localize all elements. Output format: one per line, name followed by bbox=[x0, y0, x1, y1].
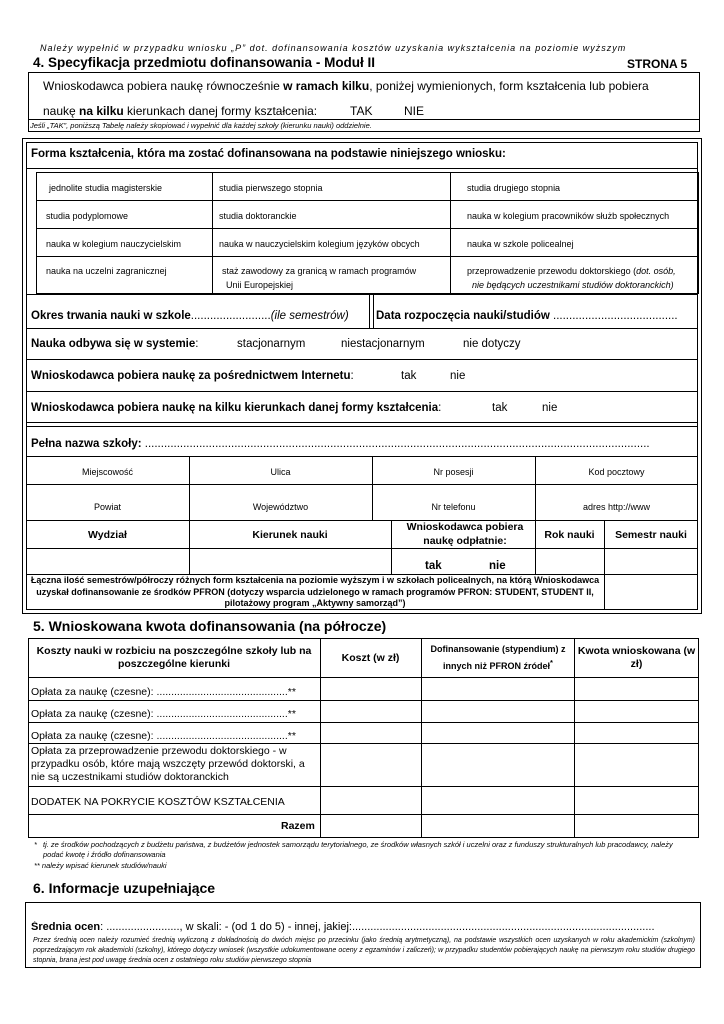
form-option[interactable]: studia doktoranckie bbox=[219, 211, 297, 221]
internet-label-text: Wnioskodawca pobiera naukę za pośrednictwem Internetu bbox=[31, 370, 351, 382]
divider bbox=[373, 294, 374, 328]
costs-col-koszt: Koszt (w zł) bbox=[341, 652, 400, 664]
form-option-line2: Unii Europejskiej bbox=[226, 280, 294, 290]
addr-label-powiat: Powiat bbox=[93, 502, 121, 512]
kierunki-label bbox=[31, 402, 441, 414]
divider bbox=[26, 484, 698, 485]
costs-row-doktorat[interactable]: Opłata za przeprowadzenie przewodu doktorskiego - w przypadku osób, które mają wszczęty przewód doktorski, a nie są uczestnikami studiów doktoranckich bbox=[31, 745, 305, 783]
divider bbox=[450, 172, 451, 294]
internet-label bbox=[31, 370, 354, 382]
form-option-line1[interactable] bbox=[467, 266, 676, 276]
form-option[interactable]: nauka w szkole policealnej bbox=[467, 239, 574, 249]
odplatnie-nie-option[interactable]: nie bbox=[489, 560, 506, 572]
form-option[interactable]: studia drugiego stopnia bbox=[467, 183, 561, 193]
addr-label-telefon: Nr telefonu bbox=[431, 502, 476, 512]
divider bbox=[574, 638, 575, 838]
divider bbox=[28, 743, 699, 744]
top-note: Należy wypełnić w przypadku wniosku „P” dot. dofinansowania kosztów uzyskania wykształcenia na poziomie wyższym bbox=[40, 43, 627, 53]
srednia-note: Przez średnią ocen należy rozumieć średnią wyliczoną z dokładnością do dwóch miejsc po przecinku (jako średnią arytmetyczną), na podstawie wszystkich ocen uzyskanych w roku akademickim (szkolnym) poprzedzającym rok akademicki (szkolny), którego dotyczy wniosek (wszystkie udokumentowane oceny z egzaminów i zaliczeń); w przypadku studentów pobierających naukę na pierwszym roku studiów drugiego stopnia, brana jest pod uwagę średnia ocen z ostatniego roku studiów pierwszego stopnia bbox=[33, 937, 695, 964]
intro-bold: w ramach kilku bbox=[283, 79, 370, 93]
divider bbox=[36, 228, 699, 229]
form-option[interactable]: jednolite studia magisterskie bbox=[49, 183, 163, 193]
intro-text: kierunkach danej formy kształcenia: bbox=[123, 104, 318, 118]
colon: : bbox=[195, 338, 199, 350]
divider bbox=[26, 168, 698, 169]
odplatnie-tak-option[interactable]: tak bbox=[425, 560, 442, 572]
costs-col-kwota: Kwota wnioskowana (w zł) bbox=[577, 645, 696, 670]
divider bbox=[26, 294, 698, 295]
costs-col-koszty: Koszty nauki w rozbiciu na poszczególne szkoły lub na poszczególne kierunki bbox=[36, 645, 312, 670]
system-option-stacjonarnym[interactable]: stacjonarnym bbox=[237, 338, 306, 350]
addr-label-www: adres http://www bbox=[582, 502, 651, 512]
form-option[interactable]: nauka w kolegium pracowników służb społecznych bbox=[467, 211, 670, 221]
divider bbox=[26, 548, 698, 549]
form-option[interactable]: studia podyplomowe bbox=[46, 211, 129, 221]
addr-label-ulica: Ulica bbox=[270, 467, 291, 477]
intro-tak-option[interactable]: TAK bbox=[350, 104, 373, 118]
col-kierunek: Kierunek nauki bbox=[252, 529, 328, 541]
costs-row-czesne[interactable]: Opłata za naukę (czesne): .............................................** bbox=[31, 708, 296, 720]
okres-field[interactable] bbox=[31, 310, 349, 322]
addr-label-wojewodztwo: Województwo bbox=[252, 502, 309, 512]
section4-title: 4. Specyfikacja przedmiotu dofinansowania - Moduł II bbox=[33, 55, 376, 70]
footnote-star: * bbox=[550, 658, 553, 667]
addr-label-kod: Kod pocztowy bbox=[588, 467, 645, 477]
intro-text: Wnioskodawca pobiera naukę równocześnie bbox=[43, 79, 284, 93]
divider bbox=[28, 814, 699, 815]
form-option[interactable]: nauka na uczelni zagranicznej bbox=[46, 266, 167, 276]
divider bbox=[28, 700, 699, 701]
form-option-line2: nie będących uczestnikami studiów doktoranckich) bbox=[472, 280, 674, 290]
intro-note: Jeśli „TAK”, poniższą Tabelę należy skopiować i wypełnić dla każdej szkoły (kierunku nauki) oddzielnie. bbox=[30, 121, 372, 130]
col-semestr: Semestr nauki bbox=[615, 529, 687, 541]
okres-unit: (ile semestrów) bbox=[270, 310, 349, 322]
kierunki-nie-option[interactable]: nie bbox=[542, 402, 558, 414]
form-header: Forma kształcenia, która ma zostać dofinansowana na podstawie niniejszego wniosku: bbox=[31, 148, 506, 160]
footnote-1-star: * bbox=[34, 840, 37, 849]
internet-tak-option[interactable]: tak bbox=[401, 370, 417, 382]
footnote-2: ** należy wpisać kierunek studiów/nauki bbox=[34, 861, 167, 870]
divider bbox=[26, 359, 698, 360]
form-option[interactable]: nauka w nauczycielskim kolegium języków obcych bbox=[219, 239, 420, 249]
school-name-field[interactable] bbox=[31, 438, 697, 450]
intro-line2 bbox=[43, 104, 317, 118]
laczna-ilosc-label: Łączna ilość semestrów/półroczy różnych form kształcenia na poziomie wyższym i w szkołach policealnych, na którą Wnioskodawca uzyskał dofinansowanie ze środków PFRON (dotyczy wsparcia udzielonego w ramach programów PFRON: STUDENT, STUDENT II, pilotażowy program „Aktywny samorząd”) bbox=[30, 575, 600, 608]
page-label: STRONA 5 bbox=[627, 57, 688, 71]
section5-title: 5. Wnioskowana kwota dofinansowania (na półrocze) bbox=[33, 618, 387, 634]
costs-row-czesne[interactable]: Opłata za naukę (czesne): .............................................** bbox=[31, 686, 296, 698]
section6-title: 6. Informacje uzupełniające bbox=[33, 880, 216, 896]
divider bbox=[26, 520, 698, 521]
data-dots: ....................................... bbox=[549, 310, 678, 322]
intro-bold: na kilku bbox=[79, 104, 124, 118]
form-option[interactable]: studia pierwszego stopnia bbox=[219, 183, 323, 193]
col-rok: Rok nauki bbox=[544, 529, 595, 541]
divider bbox=[604, 574, 605, 610]
form-option[interactable]: nauka w kolegium nauczycielskim bbox=[46, 239, 182, 249]
srednia-label: Średnia ocen bbox=[31, 921, 101, 933]
divider bbox=[36, 256, 699, 257]
intro-text: naukę bbox=[43, 104, 80, 118]
costs-row-czesne[interactable]: Opłata za naukę (czesne): .............................................** bbox=[31, 730, 296, 742]
kierunki-tak-option[interactable]: tak bbox=[492, 402, 508, 414]
divider bbox=[421, 638, 422, 838]
internet-nie-option[interactable]: nie bbox=[450, 370, 466, 382]
okres-label: Okres trwania nauki w szkole bbox=[31, 310, 191, 322]
school-dots: .............................................................................................................................................................. bbox=[141, 438, 650, 450]
col-wydzial: Wydział bbox=[88, 529, 127, 541]
divider bbox=[320, 638, 321, 838]
srednia-ocen-field[interactable] bbox=[31, 921, 697, 933]
divider bbox=[28, 722, 699, 723]
divider bbox=[212, 172, 213, 294]
divider bbox=[26, 426, 698, 427]
costs-col-dofinansowanie bbox=[425, 643, 571, 673]
addr-label-miejscowosc: Miejscowość bbox=[81, 467, 133, 477]
colon: : bbox=[438, 402, 442, 414]
srednia-rest: : ........................, w skali: - (od 1 do 5) - innej, jakiej:................................................................................................... bbox=[100, 921, 655, 933]
data-rozpoczecia-field[interactable] bbox=[376, 310, 678, 322]
kierunki-label-text: Wnioskodawca pobiera naukę na kilku kierunkach danej formy kształcenia bbox=[31, 402, 439, 414]
divider bbox=[36, 200, 699, 201]
col-odplatnie: Wnioskodawca pobiera naukę odpłatnie: bbox=[406, 521, 524, 547]
costs-row-dodatek[interactable]: DODATEK NA POKRYCIE KOSZTÓW KSZTAŁCENIA bbox=[31, 796, 285, 808]
system-label-text: Nauka odbywa się w systemie bbox=[31, 338, 196, 350]
costs-col-dofinansowanie-text: Dofinansowanie (stypendium) z innych niż PFRON źródeł bbox=[430, 644, 566, 671]
divider bbox=[26, 391, 698, 392]
intro-nie-option[interactable]: NIE bbox=[404, 104, 425, 118]
form-option-text: przeprowadzenie przewodu doktorskiego ( bbox=[467, 266, 637, 276]
divider bbox=[28, 119, 700, 120]
system-label bbox=[31, 338, 198, 350]
divider bbox=[26, 328, 698, 329]
form-option-line1[interactable]: staż zawodowy za granicą w ramach programów bbox=[222, 266, 417, 276]
intro-line1 bbox=[43, 79, 691, 93]
system-option-niestacjonarnym[interactable]: niestacjonarnym bbox=[341, 338, 425, 350]
system-option-nie-dotyczy[interactable]: nie dotyczy bbox=[463, 338, 521, 350]
divider bbox=[369, 294, 370, 328]
divider bbox=[26, 422, 698, 423]
okres-dots: ......................... bbox=[190, 310, 271, 322]
data-label: Data rozpoczęcia nauki/studiów bbox=[376, 310, 550, 322]
colon: : bbox=[350, 370, 354, 382]
footnote-1: tj. ze środków pochodzących z budżetu państwa, z budżetów jednostek samorządu terytorialnego, ze środków własnych szkół i uczelni oraz z funduszy strukturalnych lub pracodawcy, należy podać kwotę i źródło dofinansowania bbox=[43, 840, 673, 859]
divider bbox=[26, 456, 698, 457]
divider bbox=[391, 520, 392, 574]
addr-label-nr-posesji: Nr posesji bbox=[433, 467, 474, 477]
divider bbox=[28, 786, 699, 787]
divider bbox=[28, 677, 699, 678]
school-label: Pełna nazwa szkoły: bbox=[31, 438, 142, 450]
form-option-note: dot. osób, bbox=[636, 266, 676, 276]
costs-razem: Razem bbox=[281, 820, 315, 832]
intro-text: , poniżej wymienionych, form kształcenia lub pobiera bbox=[369, 79, 649, 93]
